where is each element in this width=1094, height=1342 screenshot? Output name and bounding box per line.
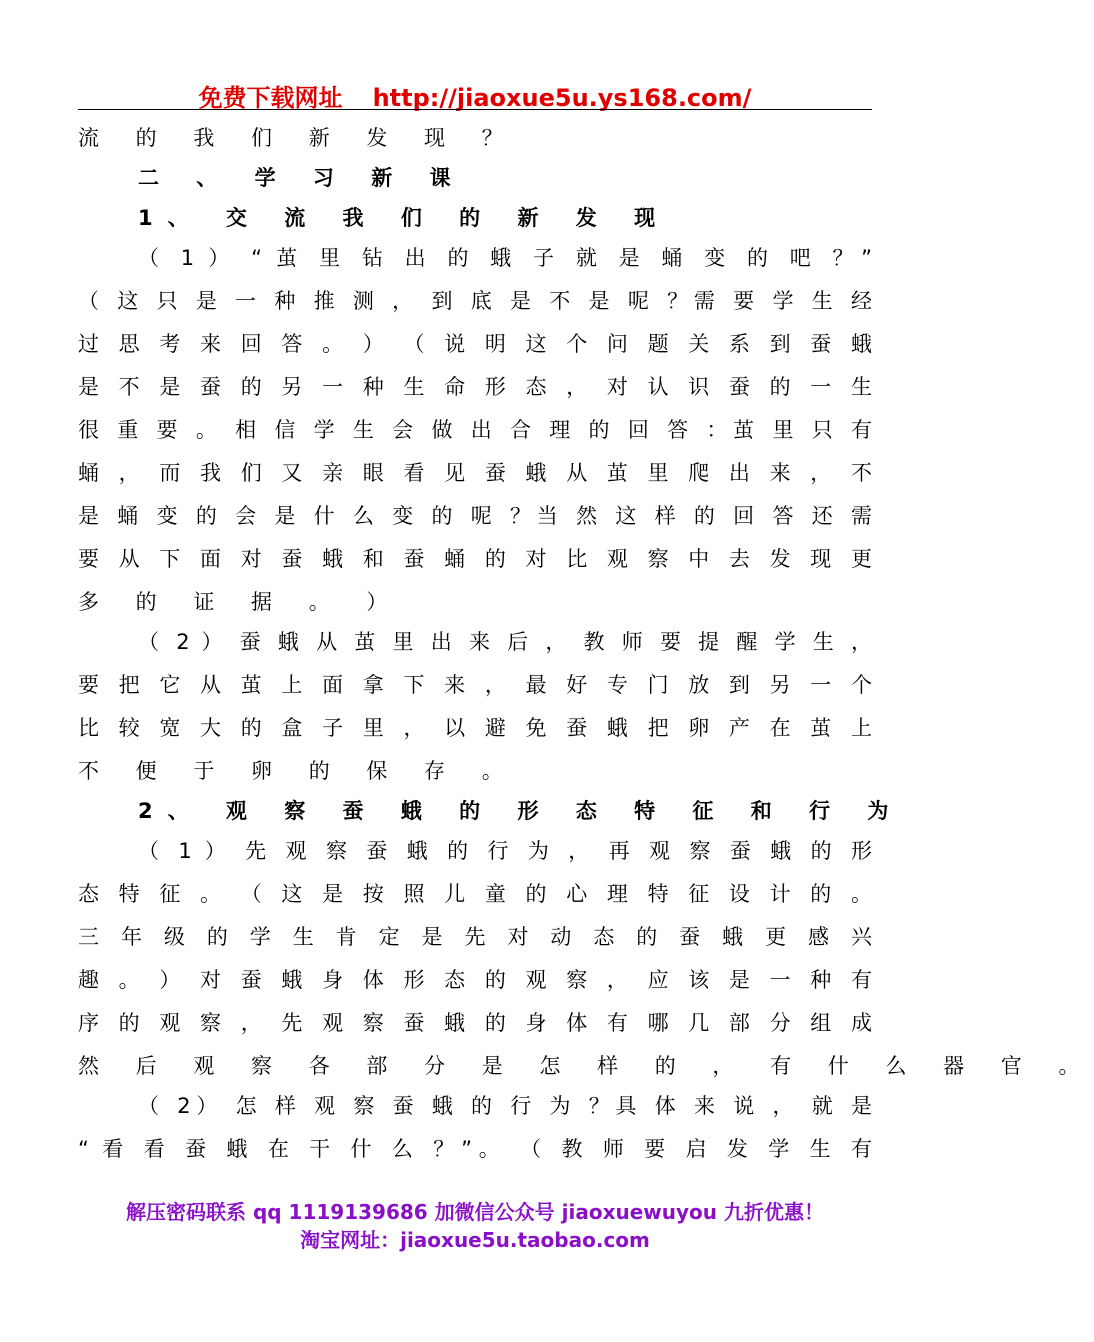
header-url-link[interactable]: http://jiaoxue5u.ys168.com/ xyxy=(372,84,752,112)
body-line: “ 看 看 蚕 蛾 在 干 什 么 ？”。 （ 教 师 要 启 发 学 生 有 xyxy=(78,1137,872,1161)
body-line: 不 便 于 卵 的 保 存 。 xyxy=(78,759,518,783)
body-line: 是 不 是 蚕 的 另 一 种 生 命 形 态 ， 对 认 识 蚕 的 一 生 xyxy=(78,375,872,399)
body-line: 比 较 宽 大 的 盒 子 里 ， 以 避 免 蚕 蛾 把 卵 产 在 茧 上 xyxy=(78,716,872,740)
footer-shop-link[interactable]: 淘宝网址：jiaoxue5u.taobao.com xyxy=(300,1228,650,1252)
body-line: 很 重 要 。 相 信 学 生 会 做 出 合 理 的 回 答 ：茧 里 只 有 xyxy=(78,418,872,442)
body-line: （ 2） 怎 样 观 察 蚕 蛾 的 行 为 ？具 体 来 说 ， 就 是 xyxy=(138,1094,872,1118)
body-line: 要 把 它 从 茧 上 面 拿 下 来 ， 最 好 专 门 放 到 另 一 个 xyxy=(78,673,872,697)
body-line: 要 从 下 面 对 蚕 蛾 和 蚕 蛹 的 对 比 观 察 中 去 发 现 更 xyxy=(78,547,872,571)
body-line: 然 后 观 察 各 部 分 是 怎 样 的 ， 有 什 么 器 官 。 xyxy=(78,1054,1094,1078)
header-label: 免费下载网址 xyxy=(198,84,343,112)
body-line: 序 的 观 察 ， 先 观 察 蚕 蛾 的 身 体 有 哪 几 部 分 组 成 xyxy=(78,1011,872,1035)
body-line: （ 这 只 是 一 种 推 测 ， 到 底 是 不 是 呢 ？需 要 学 生 经 xyxy=(78,289,872,313)
section-heading: 二 、 学 习 新 课 xyxy=(138,166,466,190)
subsection-heading: 1、 交 流 我 们 的 新 发 现 xyxy=(138,206,671,230)
body-line: 态 特 征 。 （ 这 是 按 照 儿 童 的 心 理 特 征 设 计 的 。 xyxy=(78,882,872,906)
body-line: 过 思 考 来 回 答 。 ） （ 说 明 这 个 问 题 关 系 到 蚕 蛾 xyxy=(78,332,872,356)
body-line: （ 1 ） 先 观 察 蚕 蛾 的 行 为 ， 再 观 察 蚕 蛾 的 形 xyxy=(138,839,872,863)
body-line: （ 2 ） 蚕 蛾 从 茧 里 出 来 后 ， 教 师 要 提 醒 学 生 ， xyxy=(138,630,872,654)
body-line: 三 年 级 的 学 生 肯 定 是 先 对 动 态 的 蚕 蛾 更 感 兴 xyxy=(78,925,872,949)
body-line: 流 的 我 们 新 发 现 ？ xyxy=(78,126,518,150)
body-line: 蛹 ， 而 我 们 又 亲 眼 看 见 蚕 蛾 从 茧 里 爬 出 来 ， 不 xyxy=(78,461,872,485)
body-line: 趣 。 ） 对 蚕 蛾 身 体 形 态 的 观 察 ， 应 该 是 一 种 有 xyxy=(78,968,872,992)
body-line: （ 1 ） “ 茧 里 钻 出 的 蛾 子 就 是 蛹 变 的 吧 ？” xyxy=(138,246,872,270)
body-line: 多 的 证 据 。 ） xyxy=(78,590,403,614)
header-banner xyxy=(0,78,950,113)
footer-contact: 解压密码联系 qq 1119139686 加微信公众号 jiaoxuewuyou 九折优惠！ xyxy=(126,1200,824,1224)
header-divider xyxy=(78,109,872,110)
subsection-heading: 2、 观 察 蚕 蛾 的 形 态 特 征 和 行 为 xyxy=(138,799,904,823)
body-line: 是 蛹 变 的 会 是 什 么 变 的 呢 ？当 然 这 样 的 回 答 还 需 xyxy=(78,504,872,528)
